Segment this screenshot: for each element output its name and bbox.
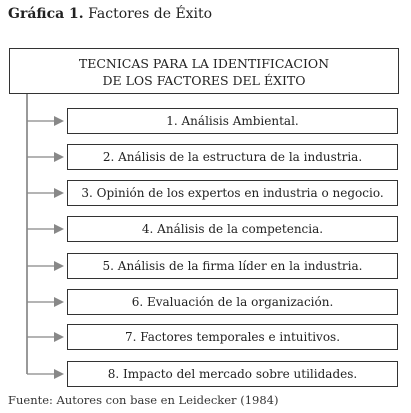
arrow-head-icon-5 [54,261,64,271]
technique-box-7: 7. Factores temporales e intuitivos. [67,324,398,350]
arrow-head-icon-1 [54,116,64,126]
arrow-head-icon-7 [54,332,64,342]
header-line-1: TECNICAS PARA LA IDENTIFICACION [78,56,330,71]
arrow-head-icon-2 [54,152,64,162]
header-line-2: DE LOS FACTORES DEL ÉXITO [102,73,306,88]
technique-box-3: 3. Opinión de los expertos en industria o negocio. [67,180,398,206]
technique-box-6: 6. Evaluación de la organización. [67,289,398,315]
arrow-head-icon-6 [54,297,64,307]
source-note: Fuente: Autores con base en Leidecker (1984) [8,393,279,407]
caption-label: Gráfica 1. [8,6,84,22]
caption-title: Factores de Éxito [88,6,213,22]
technique-box-8: 8. Impacto del mercado sobre utilidades. [67,361,398,387]
arrow-head-icon-4 [54,224,64,234]
technique-box-2: 2. Análisis de la estructura de la industria. [67,144,398,170]
technique-box-5: 5. Análisis de la firma líder en la industria. [67,253,398,279]
technique-box-1: 1. Análisis Ambiental. [67,108,398,134]
technique-box-4: 4. Análisis de la competencia. [67,216,398,242]
arrow-head-icon-3 [54,188,64,198]
arrow-head-icon-8 [54,369,64,379]
